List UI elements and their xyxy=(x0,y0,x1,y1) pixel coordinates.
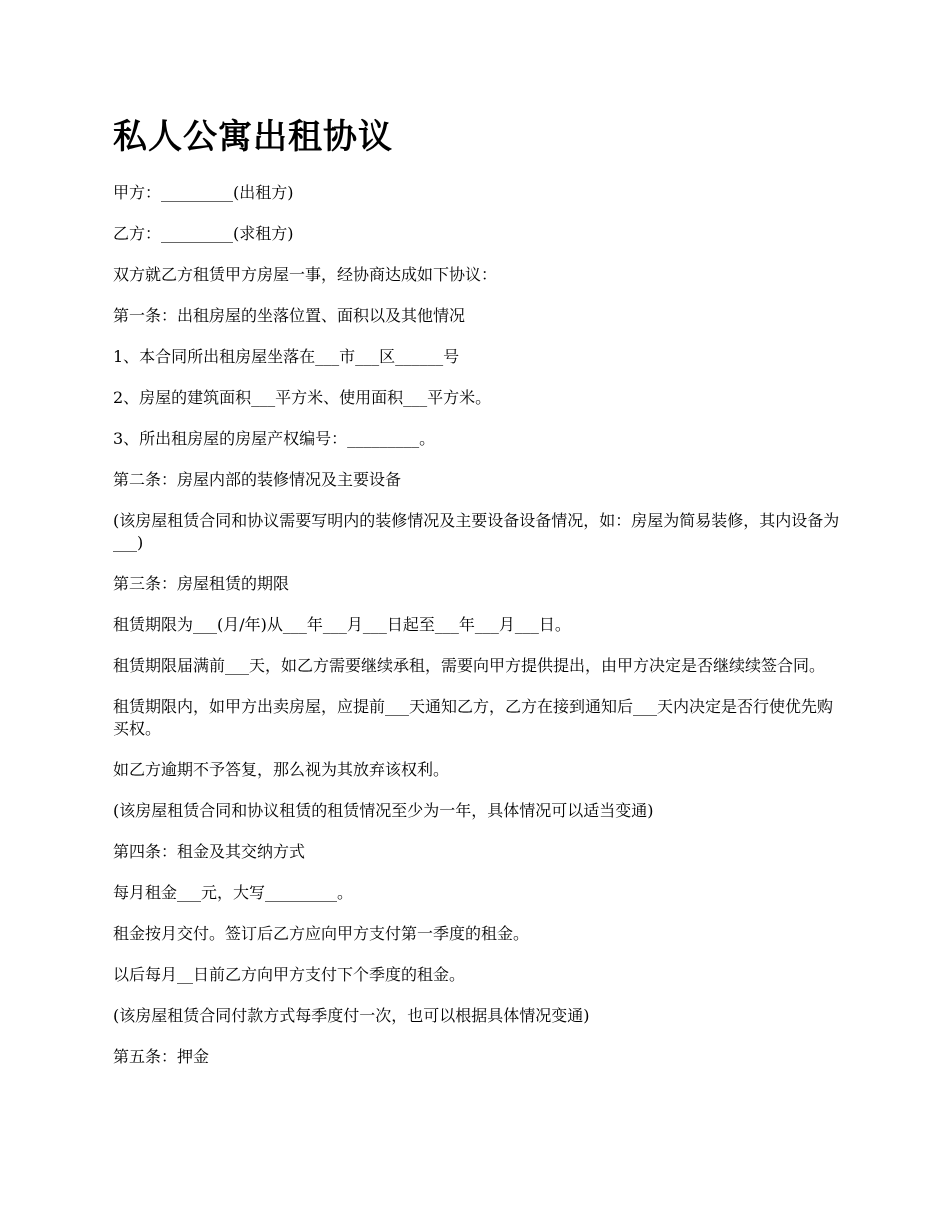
article-1-item-1: 1、本合同所出租房屋坐落在___市___区______号 xyxy=(113,347,460,366)
document-title: 私人公寓出租协议 xyxy=(113,117,393,157)
article-4-monthly-rent: 每月租金___元，大写_________。 xyxy=(113,883,354,902)
article-3-sale-notice: 租赁期限内，如甲方出卖房屋，应提前___天通知乙方，乙方在接到通知后___天内决定是否行使优先购买权。 xyxy=(113,697,834,738)
article-1-item-3: 3、所出租房屋的房屋产权编号：_________。 xyxy=(113,429,436,448)
article-3-renewal: 租赁期限届满前___天，如乙方需要继续承租，需要向甲方提供提出，由甲方决定是否继续续签合同。 xyxy=(113,656,826,675)
article-2-heading: 第二条：房屋内部的装修情况及主要设备 xyxy=(113,470,402,489)
agreement-intro: 双方就乙方租赁甲方房屋一事，经协商达成如下协议： xyxy=(113,265,498,284)
party-a-line: 甲方：_________(出租方) xyxy=(113,183,294,202)
article-3-waiver: 如乙方逾期不予答复，那么视为其放弃该权利。 xyxy=(113,760,450,779)
article-5-heading: 第五条：押金 xyxy=(113,1047,210,1066)
article-4-heading: 第四条：租金及其交纳方式 xyxy=(113,842,306,861)
article-4-payment-timing: 租金按月交付。签订后乙方应向甲方支付第一季度的租金。 xyxy=(113,924,530,943)
party-b-line: 乙方：_________(求租方) xyxy=(113,224,294,243)
article-1-item-2: 2、房屋的建筑面积___平方米、使用面积___平方米。 xyxy=(113,388,492,407)
article-3-note: (该房屋租赁合同和协议租赁的租赁情况至少为一年，具体情况可以适当变通) xyxy=(113,801,654,820)
article-4-subsequent-payment: 以后每月__日前乙方向甲方支付下个季度的租金。 xyxy=(113,965,466,984)
article-4-note: (该房屋租赁合同付款方式每季度付一次，也可以根据具体情况变通) xyxy=(113,1006,590,1025)
article-2-note: (该房屋租赁合同和协议需要写明内的装修情况及主要设备设备情况，如：房屋为简易装修，其内设备为___) xyxy=(113,511,840,552)
document-page xyxy=(113,112,843,1068)
article-3-heading: 第三条：房屋租赁的期限 xyxy=(113,574,290,593)
article-3-term: 租赁期限为___(月/年)从___年___月___日起至___年___月___日。 xyxy=(113,615,571,634)
article-1-heading: 第一条：出租房屋的坐落位置、面积以及其他情况 xyxy=(113,306,466,325)
